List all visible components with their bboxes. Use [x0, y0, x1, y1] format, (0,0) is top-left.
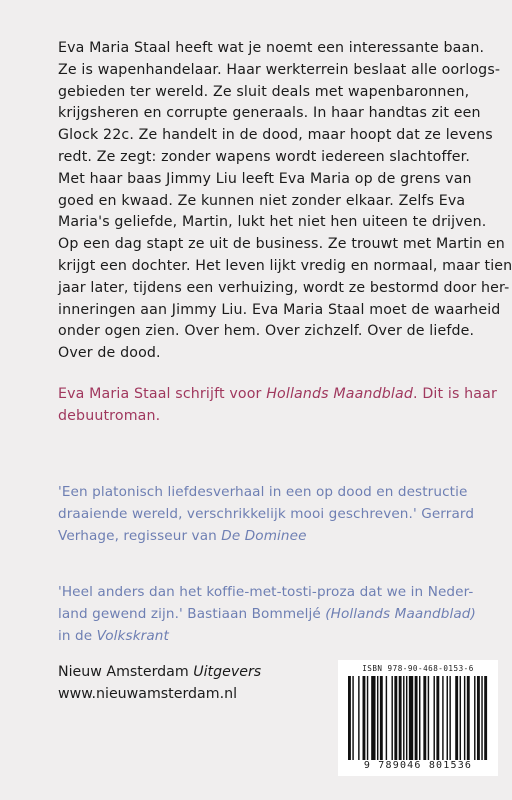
author-note-text: . Dit is haar	[413, 386, 497, 402]
blurb-line: Maria's geliefde, Martin, lukt het niet hen uiteen te drijven.	[58, 214, 487, 231]
blurb-line: onder ogen zien. Over hem. Over zichzelf. Over de liefde.	[58, 323, 475, 340]
blurb-line: Op een dag stapt ze uit de business. Ze trouwt met Martin en	[58, 236, 505, 253]
author-note-text: Eva Maria Staal schrijft voor	[58, 386, 267, 402]
publisher-url: www.nieuwamsterdam.nl	[58, 686, 238, 702]
barcode-bar	[362, 676, 365, 760]
barcode-bar	[409, 676, 413, 760]
barcode-bar	[433, 676, 434, 760]
quote-line: 'Een platonisch liefdesverhaal in een op dood en destructie	[58, 484, 468, 500]
barcode-bar	[484, 676, 487, 760]
author-note-line-1	[58, 384, 497, 406]
author-note-line-2: debuutroman.	[58, 407, 161, 424]
barcode-bar	[481, 676, 482, 760]
magazine-title: Hollands Maandblad	[266, 386, 414, 402]
blurb-line: goed en kwaad. Ze kunnen niet zonder elkaar. Zelfs Eva	[58, 192, 466, 209]
film-title: De Dominee	[221, 527, 307, 544]
barcode-bar	[352, 676, 353, 760]
barcode-bar	[455, 676, 458, 760]
barcode-bar	[386, 676, 387, 760]
blurb-line: jaar later, tijdens een verhuizing, wordt ze bestormd door her-	[58, 279, 510, 296]
review-quote-2	[58, 582, 478, 647]
barcode-bar	[428, 676, 429, 760]
isbn-label: ISBN 978-90-468-0153-6	[362, 664, 474, 673]
barcode-bar	[403, 676, 404, 760]
barcode-bars	[348, 676, 490, 760]
quote-line	[58, 626, 478, 648]
publisher-name-text: Nieuw Amsterdam	[58, 664, 194, 680]
blurb-line: gebieden ter wereld. Ze sluit deals met wapenbaronnen,	[58, 83, 470, 100]
quote-line	[58, 604, 478, 626]
publisher-name	[58, 661, 318, 683]
blurb-text	[58, 38, 512, 365]
barcode-bar	[436, 676, 439, 760]
barcode-bar	[394, 676, 397, 760]
barcode-bar	[358, 676, 359, 760]
barcode-bar	[419, 676, 420, 760]
barcode-bar	[391, 676, 392, 760]
barcode-bar	[449, 676, 450, 760]
barcode-bar	[380, 676, 383, 760]
newspaper-title: Volkskrant	[96, 627, 169, 644]
quote-line: 'Heel anders dan het koffie-met-tosti-proza dat we in Neder-	[58, 584, 474, 600]
blurb-line: redt. Ze zegt: zonder wapens wordt iedereen slachtoffer.	[58, 148, 471, 165]
barcode-bar	[371, 676, 375, 760]
barcode-bar	[467, 676, 470, 760]
blurb-line: krijgt een dochter. Het leven lijkt vredig en normaal, maar tien	[58, 257, 512, 274]
barcode-digits: 9 789046 801536	[363, 760, 473, 771]
barcode-bar	[415, 676, 418, 760]
blurb-line: Eva Maria Staal heeft wat je noemt een interessante baan.	[58, 40, 485, 56]
barcode-bar	[442, 676, 443, 760]
quote-text: Verhage, regisseur van	[58, 527, 222, 544]
blurb-line: Met haar baas Jimmy Liu leeft Eva Maria op de grens van	[58, 170, 472, 187]
blurb-line: inneringen aan Jimmy Liu. Eva Maria Staal moet de waarheid	[58, 301, 501, 318]
author-note	[58, 384, 497, 428]
review-quote-1	[58, 482, 478, 547]
barcode-bar	[348, 676, 351, 760]
barcode-bar	[406, 676, 407, 760]
blurb-line: Over de dood.	[58, 345, 161, 362]
barcode-bar	[377, 676, 378, 760]
quote-text: land gewend zijn.' Bastiaan Bommeljé	[58, 605, 326, 622]
barcode-bar	[460, 676, 461, 760]
barcode-bar	[399, 676, 402, 760]
barcode-bar	[477, 676, 480, 760]
barcode-bar	[474, 676, 475, 760]
blurb-line: Ze is wapenhandelaar. Haar werkterrein beslaat alle oorlogs-	[58, 61, 501, 78]
publisher-info	[58, 661, 318, 705]
blurb-line: Glock 22c. Ze handelt in de dood, maar hoopt dat ze levens	[58, 127, 493, 144]
quote-line	[58, 526, 478, 548]
quote-line: draaiende wereld, verschrikkelijk mooi geschreven.' Gerrard	[58, 505, 475, 522]
magazine-title: (Hollands Maandblad)	[325, 605, 476, 622]
barcode-bar	[423, 676, 426, 760]
publisher-name-em: Uitgevers	[193, 664, 262, 680]
quote-text: in de	[58, 627, 97, 644]
blurb-line: krijgsheren en corrupte generaals. In haar handtas zit een	[58, 105, 481, 122]
barcode-bar	[464, 676, 465, 760]
barcode-bar	[367, 676, 368, 760]
barcode-bar	[447, 676, 448, 760]
